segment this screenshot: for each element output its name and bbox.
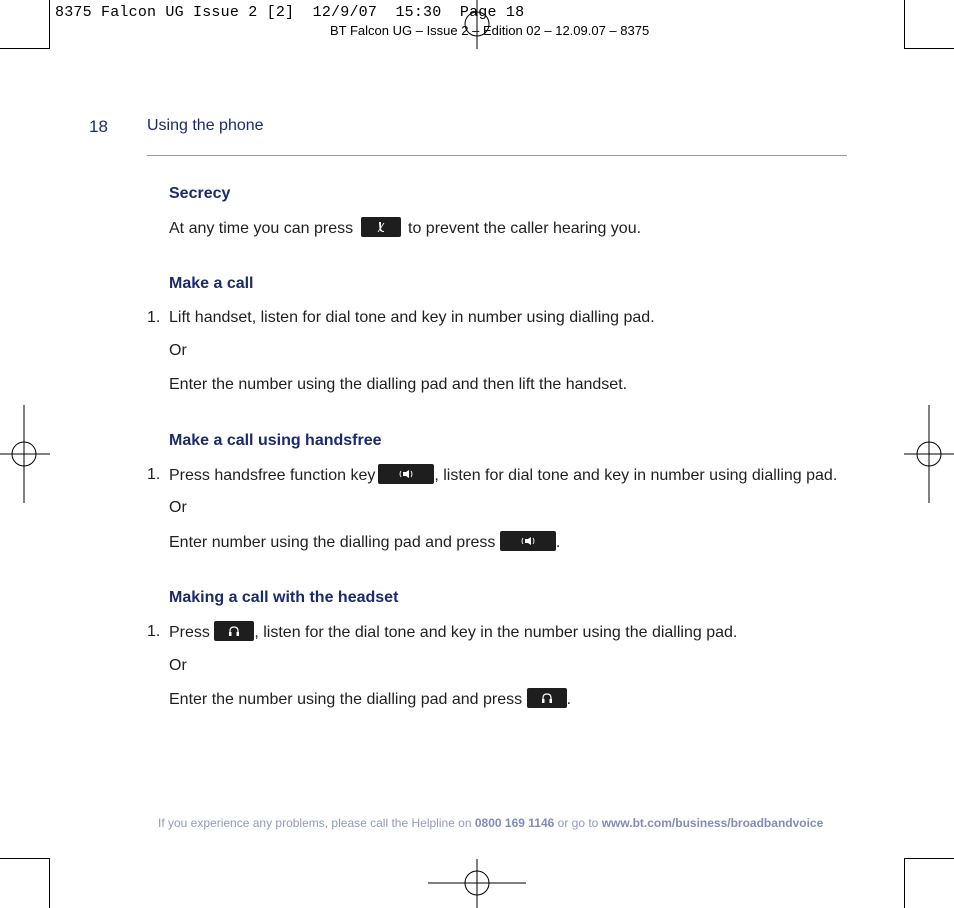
crop-mark-br-v [904,858,905,908]
secrecy-text: At any time you can press to prevent the caller hearing you. [169,219,641,239]
headset-icon [541,693,553,704]
registration-mark-right [904,405,954,503]
crop-mark-br-h [905,858,954,859]
handsfree-icon [520,536,536,546]
secrecy-key [361,217,401,237]
crop-mark-tr-h [905,48,954,49]
headset-step-number: 1. [147,623,161,640]
make-call-step-number: 1. [147,309,161,326]
headset-key [214,621,254,641]
handsfree-step-text: Press handsfree function key , listen for dial tone and key in number using dialling pad. [169,466,837,486]
handsfree-icon [398,469,414,479]
handsfree-or: Or [169,499,187,516]
heading-headset: Making a call with the headset [169,589,399,606]
crop-mark-bl-h [0,858,49,859]
helpline-phone: 0800 169 1146 [474,816,555,830]
headset-alt-text: Enter the number using the dialling pad and press . [169,690,571,710]
headset-or: Or [169,657,187,674]
secrecy-icon [376,220,386,234]
heading-make-call: Make a call [169,275,254,292]
headset-step-text: Press , listen for the dial tone and key in the number using the dialling pad. [169,623,737,643]
crop-mark-tr-v [904,0,905,49]
headset-key-2 [527,688,567,708]
registration-mark-left [0,405,50,503]
handsfree-key [378,464,434,484]
crop-mark-tl-h [0,48,49,49]
heading-secrecy: Secrecy [169,185,231,202]
crop-mark-bl-v [49,858,50,908]
page-number: 18 [89,117,108,136]
registration-mark-bottom [428,859,526,908]
make-call-step-text: Lift handset, listen for dial tone and key in number using dialling pad. [169,309,655,326]
handsfree-step-number: 1. [147,466,161,483]
heading-handsfree: Make a call using handsfree [169,432,382,449]
helpline-url[interactable]: www.bt.com/business/broadbandvoice [601,816,824,830]
make-call-alt-text: Enter the number using the dialling pad and then lift the handset. [169,376,628,393]
handsfree-alt-text: Enter number using the dialling pad and press . [169,533,560,553]
make-call-or: Or [169,342,187,359]
crop-mark-tl-v [49,0,50,49]
helpline-footer: If you experience any problems, please call the Helpline on 0800 169 1146 or go to www.bt.com/business/broadbandvoice [158,816,824,830]
header-rule [147,155,847,156]
section-title: Using the phone [147,117,264,134]
handsfree-key-2 [500,531,556,551]
headset-icon [228,626,240,637]
printer-slug: 8375 Falcon UG Issue 2 [2] 12/9/07 15:30 Page 18 [55,4,525,21]
edition-slug: BT Falcon UG – Issue 2 – Edition 02 – 12.09.07 – 8375 [330,23,650,38]
